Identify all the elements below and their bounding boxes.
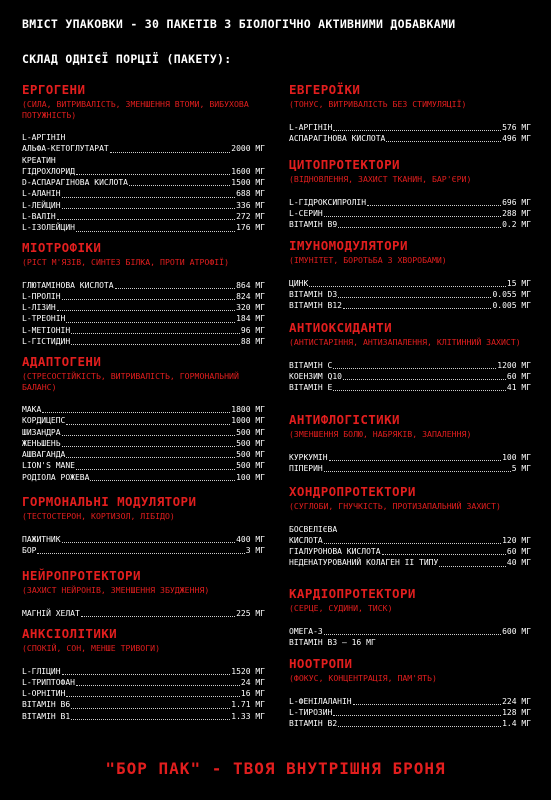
ingredient-amount: 41 МГ	[506, 383, 531, 393]
category-title: АНКСІОЛІТИКИ	[22, 626, 118, 641]
category-title: ЕРГОГЕНИ	[22, 82, 86, 97]
ingredient-amount: 120 МГ	[502, 535, 531, 545]
ingredient-name: ГІДРОХЛОРИД	[22, 166, 75, 176]
ingredient-list	[289, 696, 531, 730]
ingredient-amount: 600 МГ	[502, 626, 531, 636]
ingredient-amount: 1.71 МГ	[231, 700, 265, 710]
dot-leader	[333, 715, 501, 716]
dot-leader	[343, 379, 506, 380]
ingredient-list	[22, 280, 265, 348]
dot-leader	[62, 435, 236, 436]
dot-leader	[90, 480, 235, 481]
ingredient-amount: 1200 МГ	[497, 360, 531, 370]
ingredient-amount: 184 МГ	[236, 314, 265, 324]
category-section	[22, 354, 265, 483]
category-section	[22, 240, 265, 347]
ingredient-amount: 688 МГ	[236, 189, 265, 199]
ingredient-row	[22, 302, 265, 313]
ingredient-name: КРЕАТИН	[22, 155, 56, 165]
dot-leader	[324, 471, 511, 472]
ingredient-name: L-СЕРИН	[289, 208, 323, 218]
ingredient-name: L-ТРИПТОФАН	[22, 677, 75, 687]
ingredient-name: L-АЛАНІН	[22, 189, 61, 199]
ingredient-list	[289, 452, 531, 475]
dot-leader	[71, 344, 240, 345]
ingredient-name: ВІТАМІН E	[289, 383, 333, 393]
ingredient-list	[289, 360, 531, 394]
slogan: "БОР ПАК" - ТВОЯ ВНУТРІШНЯ БРОНЯ	[105, 759, 446, 778]
dot-leader	[333, 130, 501, 131]
category-title: МІОТРОФІКИ	[22, 240, 102, 255]
ingredient-name: L-ВАЛІН	[22, 212, 56, 222]
ingredient-row	[22, 188, 265, 199]
ingredient-amount: 496 МГ	[502, 133, 531, 143]
dot-leader	[37, 553, 244, 554]
category-title: ЕВГЕРОЇКИ	[289, 82, 361, 97]
category-description: (РІСТ М'ЯЗІВ, СИНТЕЗ БІЛКА, ПРОТИ АТРОФІЇ)	[22, 257, 230, 267]
dot-leader	[66, 424, 230, 425]
category-section	[22, 82, 265, 234]
dot-leader	[324, 216, 501, 217]
category-section	[289, 82, 531, 144]
ingredient-row	[22, 132, 265, 143]
dot-leader	[382, 554, 506, 555]
ingredient-row	[289, 718, 531, 729]
category-section	[22, 494, 265, 556]
ingredient-row	[22, 427, 265, 438]
ingredient-name: D-АСПАРАГІНОВА КИСЛОТА	[22, 178, 128, 188]
ingredient-row	[289, 300, 531, 311]
ingredient-row	[22, 460, 265, 471]
dot-leader	[76, 174, 230, 175]
ingredient-name: КОЕНЗИМ Q10	[289, 371, 342, 381]
ingredient-row	[22, 291, 265, 302]
ingredient-row	[22, 313, 265, 324]
ingredient-row	[22, 280, 265, 291]
ingredient-row	[289, 122, 531, 133]
ingredient-row	[22, 711, 265, 722]
ingredient-amount: 288 МГ	[502, 208, 531, 218]
category-section	[289, 484, 531, 569]
dot-leader	[338, 726, 501, 727]
category-title: НООТРОПИ	[289, 656, 353, 671]
ingredient-row	[289, 289, 531, 300]
dot-leader	[71, 719, 230, 720]
ingredient-amount: 1600 МГ	[231, 166, 265, 176]
dot-leader	[66, 322, 235, 323]
ingredient-row	[22, 608, 265, 619]
dot-leader	[57, 219, 235, 220]
category-title: АДАПТОГЕНИ	[22, 354, 102, 369]
ingredient-row	[22, 143, 265, 154]
ingredient-amount: 1520 МГ	[231, 666, 265, 676]
category-title: ГОРМОНАЛЬНІ МОДУЛЯТОРИ	[22, 494, 197, 509]
ingredient-row	[22, 545, 265, 556]
ingredient-amount: 40 МГ	[506, 558, 531, 568]
ingredient-row	[289, 626, 531, 637]
ingredient-amount: 2000 МГ	[231, 144, 265, 154]
ingredient-name: МАГНІЙ ХЕЛАТ	[22, 608, 80, 618]
ingredient-amount: 1500 МГ	[231, 178, 265, 188]
ingredient-list	[22, 534, 265, 557]
ingredient-amount: 1000 МГ	[231, 416, 265, 426]
category-description: (ТОНУС, ВИТРИВАЛІСТЬ БЕЗ СТИМУЛЯЦІЇ)	[289, 99, 467, 109]
ingredient-row	[22, 166, 265, 177]
dot-leader	[367, 205, 501, 206]
ingredient-name: НЕДЕНАТУРОВАНИЙ КОЛАГЕН II ТИПУ	[289, 558, 439, 568]
category-description: (ВІДНОВЛЕННЯ, ЗАХИСТ ТКАНИН, БАР'ЄРИ)	[289, 174, 472, 184]
ingredient-amount: 272 МГ	[236, 212, 265, 222]
dot-leader	[338, 297, 491, 298]
ingredient-name: РОДІОЛА РОЖЕВА	[22, 472, 90, 482]
ingredient-name: АШВАГАНДА	[22, 450, 66, 460]
ingredient-name: L-ЛІЗИН	[22, 303, 56, 313]
ingredient-row	[22, 677, 265, 688]
ingredient-name: ВІТАМІН B1	[22, 711, 71, 721]
category-title: АНТИФЛОГІСТИКИ	[289, 412, 400, 427]
category-title: КАРДІОПРОТЕКТОРИ	[289, 586, 416, 601]
ingredient-name: L-ТИРОЗИН	[289, 707, 333, 717]
ingredient-list	[22, 666, 265, 722]
ingredient-row	[22, 211, 265, 222]
ingredient-list	[289, 122, 531, 145]
ingredient-list	[22, 608, 265, 619]
dot-leader	[81, 616, 235, 617]
ingredient-amount: 100 МГ	[502, 452, 531, 462]
ingredient-row	[289, 382, 531, 393]
dot-leader	[309, 286, 506, 287]
ingredient-amount: 88 МГ	[240, 336, 265, 346]
ingredient-amount: 0.005 МГ	[492, 301, 531, 311]
ingredient-name: L-ТРЕОНІН	[22, 314, 66, 324]
ingredient-name: ОМЕГА-3	[289, 626, 323, 636]
ingredient-amount: 60 МГ	[506, 371, 531, 381]
dot-leader	[62, 542, 236, 543]
category-title: ІМУНОМОДУЛЯТОРИ	[289, 238, 408, 253]
ingredient-row	[289, 463, 531, 474]
ingredient-amount: 60 МГ	[506, 547, 531, 557]
ingredient-amount: 1800 МГ	[231, 405, 265, 414]
dot-leader	[76, 231, 235, 232]
ingredient-row	[289, 452, 531, 463]
dot-leader	[62, 299, 236, 300]
ingredient-name: ГЛЮТАМІНОВА КИСЛОТА	[22, 280, 114, 290]
category-section	[289, 157, 531, 230]
ingredient-row	[289, 637, 531, 648]
dot-leader	[62, 208, 236, 209]
dot-leader	[42, 412, 230, 413]
ingredient-name: ПІПЕРИН	[289, 463, 323, 473]
category-section	[22, 568, 265, 619]
ingredient-amount: 0.2 МГ	[502, 220, 531, 230]
ingredient-row	[289, 371, 531, 382]
ingredient-row	[289, 133, 531, 144]
ingredient-amount: 824 МГ	[236, 291, 265, 301]
category-title: ЦИТОПРОТЕКТОРИ	[289, 157, 400, 172]
ingredient-row	[22, 155, 265, 166]
ingredient-name: L-МЕТІОНІН	[22, 325, 71, 335]
ingredient-row	[289, 696, 531, 707]
category-description: (СУГЛОБИ, ГНУЧКІСТЬ, ПРОТИЗАПАЛЬНИЙ ЗАХИСТ)	[289, 501, 501, 511]
category-description: (АНТИСТАРІННЯ, АНТИЗАПАЛЕННЯ, КЛІТИННИЙ ЗАХИСТ)	[289, 337, 521, 347]
category-description: (СТРЕСОСТІЙКІСТЬ, ВИТРИВАЛІСТЬ, ГОРМОНАЛЬНИЙ БАЛАНС)	[22, 371, 239, 392]
ingredient-row	[22, 325, 265, 336]
serving-composition-heading: СКЛАД ОДНІЄЇ ПОРЦІЇ (ПАКЕТУ):	[22, 52, 232, 66]
ingredient-name: БОСВЕЛІЄВА	[289, 524, 338, 534]
category-title: АНТИОКСИДАНТИ	[289, 320, 393, 335]
ingredient-amount: 100 МГ	[236, 472, 265, 482]
ingredient-name: ВІТАМІН B6	[22, 700, 71, 710]
ingredient-name: L-АРГІНІН	[22, 133, 66, 142]
ingredient-amount: 320 МГ	[236, 303, 265, 313]
category-title: ХОНДРОПРОТЕКТОРИ	[289, 484, 416, 499]
ingredient-row	[289, 360, 531, 371]
ingredient-name: L-ГІСТИДИН	[22, 336, 71, 346]
ingredient-amount: 500 МГ	[236, 450, 265, 460]
dot-leader	[439, 566, 506, 567]
ingredient-name: L-ГЛІЦИН	[22, 666, 61, 676]
ingredient-amount: 225 МГ	[236, 608, 265, 618]
ingredient-amount: 16 МГ	[240, 689, 265, 699]
dot-leader	[333, 368, 496, 369]
category-section	[289, 586, 531, 648]
ingredient-amount: 500 МГ	[236, 427, 265, 437]
ingredient-name: МАКА	[22, 405, 42, 414]
ingredient-amount: 3 МГ	[245, 545, 265, 555]
ingredient-name: L-ЛЕЙЦИН	[22, 200, 61, 210]
ingredient-row	[22, 534, 265, 545]
category-description: (ІМУНІТЕТ, БОРОТЬБА З ХВОРОБАМИ)	[289, 255, 447, 265]
ingredient-row	[289, 524, 531, 535]
ingredient-row	[22, 438, 265, 449]
ingredient-row	[289, 197, 531, 208]
dot-leader	[71, 708, 230, 709]
category-section	[289, 656, 531, 729]
ingredient-amount: 5 МГ	[511, 463, 531, 473]
ingredient-name: ВІТАМІН B2	[289, 719, 338, 729]
category-description: (ТЕСТОСТЕРОН, КОРТИЗОЛ, ЛІБІДО)	[22, 511, 175, 521]
ingredient-amount: 24 МГ	[240, 677, 265, 687]
ingredient-row	[22, 404, 265, 415]
ingredient-row	[22, 449, 265, 460]
ingredient-amount: 576 МГ	[502, 122, 531, 132]
dot-leader	[71, 333, 240, 334]
ingredient-amount: 500 МГ	[236, 461, 265, 471]
category-section	[289, 412, 531, 474]
ingredient-name: ВІТАМІН B3 – 16 МГ	[289, 637, 376, 647]
ingredient-row	[22, 177, 265, 188]
ingredient-amount: 1.4 МГ	[502, 719, 531, 729]
ingredient-name: ШИЗАНДРА	[22, 427, 61, 437]
ingredient-amount: 500 МГ	[236, 438, 265, 448]
ingredient-row	[289, 546, 531, 557]
dot-leader	[324, 634, 501, 635]
ingredient-row	[22, 336, 265, 347]
dot-leader	[76, 685, 240, 686]
ingredient-name: L-ОРНІТИН	[22, 689, 66, 699]
ingredient-name: ЖЕНЬШЕНЬ	[22, 438, 61, 448]
ingredient-list	[289, 197, 531, 231]
dot-leader	[386, 141, 501, 142]
ingredient-amount: 0.055 МГ	[492, 289, 531, 299]
dot-leader	[324, 543, 501, 544]
ingredient-row	[289, 278, 531, 289]
category-section	[22, 626, 265, 722]
ingredient-name: L-ПРОЛІН	[22, 291, 61, 301]
category-description: (СИЛА, ВИТРИВАЛІСТЬ, ЗМЕНШЕННЯ ВТОМИ, ВИБУХОВА ПОТУЖНІСТЬ)	[22, 99, 249, 120]
ingredient-name: КИСЛОТА	[289, 535, 323, 545]
dot-leader	[338, 227, 501, 228]
dot-leader	[333, 390, 506, 391]
dot-leader	[66, 457, 235, 458]
ingredient-amount: 128 МГ	[502, 707, 531, 717]
ingredient-amount: 864 МГ	[236, 280, 265, 290]
ingredient-name: L-ГІДРОКСИПРОЛІН	[289, 197, 367, 207]
ingredient-amount: 96 МГ	[240, 325, 265, 335]
ingredient-list	[22, 132, 265, 234]
ingredient-name: ВІТАМІН B12	[289, 301, 342, 311]
dot-leader	[62, 197, 236, 198]
category-description: (ФОКУС, КОНЦЕНТРАЦІЯ, ПАМ'ЯТЬ)	[289, 673, 437, 683]
category-description: (СПОКІЙ, СОН, МЕНШЕ ТРИВОГИ)	[22, 643, 161, 653]
ingredient-amount: 336 МГ	[236, 200, 265, 210]
dot-leader	[329, 460, 502, 461]
ingredient-name: L-ІЗОЛЕЙЦИН	[22, 223, 75, 233]
category-description: (СЕРЦЕ, СУДИНИ, ТИСК)	[289, 603, 393, 613]
ingredient-name: LION'S MANE	[22, 461, 75, 471]
ingredient-row	[289, 707, 531, 718]
ingredient-row	[22, 415, 265, 426]
ingredient-amount: 224 МГ	[502, 696, 531, 706]
ingredient-name: L-АРГІНІН	[289, 122, 333, 132]
dot-leader	[76, 469, 235, 470]
ingredient-name: ВІТАМІН C	[289, 360, 333, 370]
ingredient-list	[22, 404, 265, 483]
dot-leader	[110, 152, 231, 153]
ingredient-name: ВІТАМІН B9	[289, 220, 338, 230]
ingredient-row	[289, 535, 531, 546]
ingredient-name: ПАЖИТНИК	[22, 534, 61, 544]
ingredient-name: ЦИНК	[289, 278, 309, 288]
ingredient-row	[289, 557, 531, 568]
category-description: (ЗАХИСТ НЕЙРОНІВ, ЗМЕНШЕННЯ ЗБУДЖЕННЯ)	[22, 585, 210, 595]
ingredient-amount: 1.33 МГ	[231, 711, 265, 721]
ingredient-name: АСПАРАГІНОВА КИСЛОТА	[289, 133, 386, 143]
ingredient-row	[22, 699, 265, 710]
category-description: (ЗМЕНШЕННЯ БОЛЮ, НАБРЯКІВ, ЗАПАЛЕННЯ)	[289, 429, 472, 439]
dot-leader	[115, 288, 236, 289]
package-contents-heading: ВМІСТ УПАКОВКИ - 30 ПАКЕТІВ З БІОЛОГІЧНО АКТИВНИМИ ДОБАВКАМИ	[22, 17, 456, 31]
category-section	[289, 320, 531, 393]
ingredient-name: КОРДИЦЕПС	[22, 416, 66, 426]
ingredient-row	[289, 208, 531, 219]
ingredient-amount: 15 МГ	[506, 278, 531, 288]
ingredient-row	[22, 472, 265, 483]
ingredient-row	[22, 200, 265, 211]
ingredient-row	[22, 222, 265, 233]
ingredient-amount: 176 МГ	[236, 223, 265, 233]
dot-leader	[66, 696, 240, 697]
ingredient-name: БОР	[22, 545, 37, 555]
ingredient-row	[22, 688, 265, 699]
dot-leader	[353, 704, 501, 705]
category-section	[289, 238, 531, 311]
ingredient-amount: 696 МГ	[502, 197, 531, 207]
ingredient-name: АЛЬФА-КЕТОГЛУТАРАТ	[22, 144, 109, 154]
dot-leader	[62, 446, 236, 447]
ingredient-name: ВІТАМІН D3	[289, 289, 338, 299]
ingredient-name: ГІАЛУРОНОВА КИСЛОТА	[289, 547, 381, 557]
ingredient-row	[22, 666, 265, 677]
dot-leader	[129, 185, 230, 186]
category-title: НЕЙРОПРОТЕКТОРИ	[22, 568, 141, 583]
ingredient-row	[289, 219, 531, 230]
ingredient-name: КУРКУМІН	[289, 452, 328, 462]
ingredient-list	[289, 524, 531, 569]
dot-leader	[62, 674, 231, 675]
ingredient-list	[289, 278, 531, 312]
ingredient-name: L-ФЕНІЛАЛАНІН	[289, 696, 352, 706]
dot-leader	[343, 308, 491, 309]
ingredient-amount: 400 МГ	[236, 534, 265, 544]
dot-leader	[57, 310, 235, 311]
ingredient-list	[289, 626, 531, 649]
